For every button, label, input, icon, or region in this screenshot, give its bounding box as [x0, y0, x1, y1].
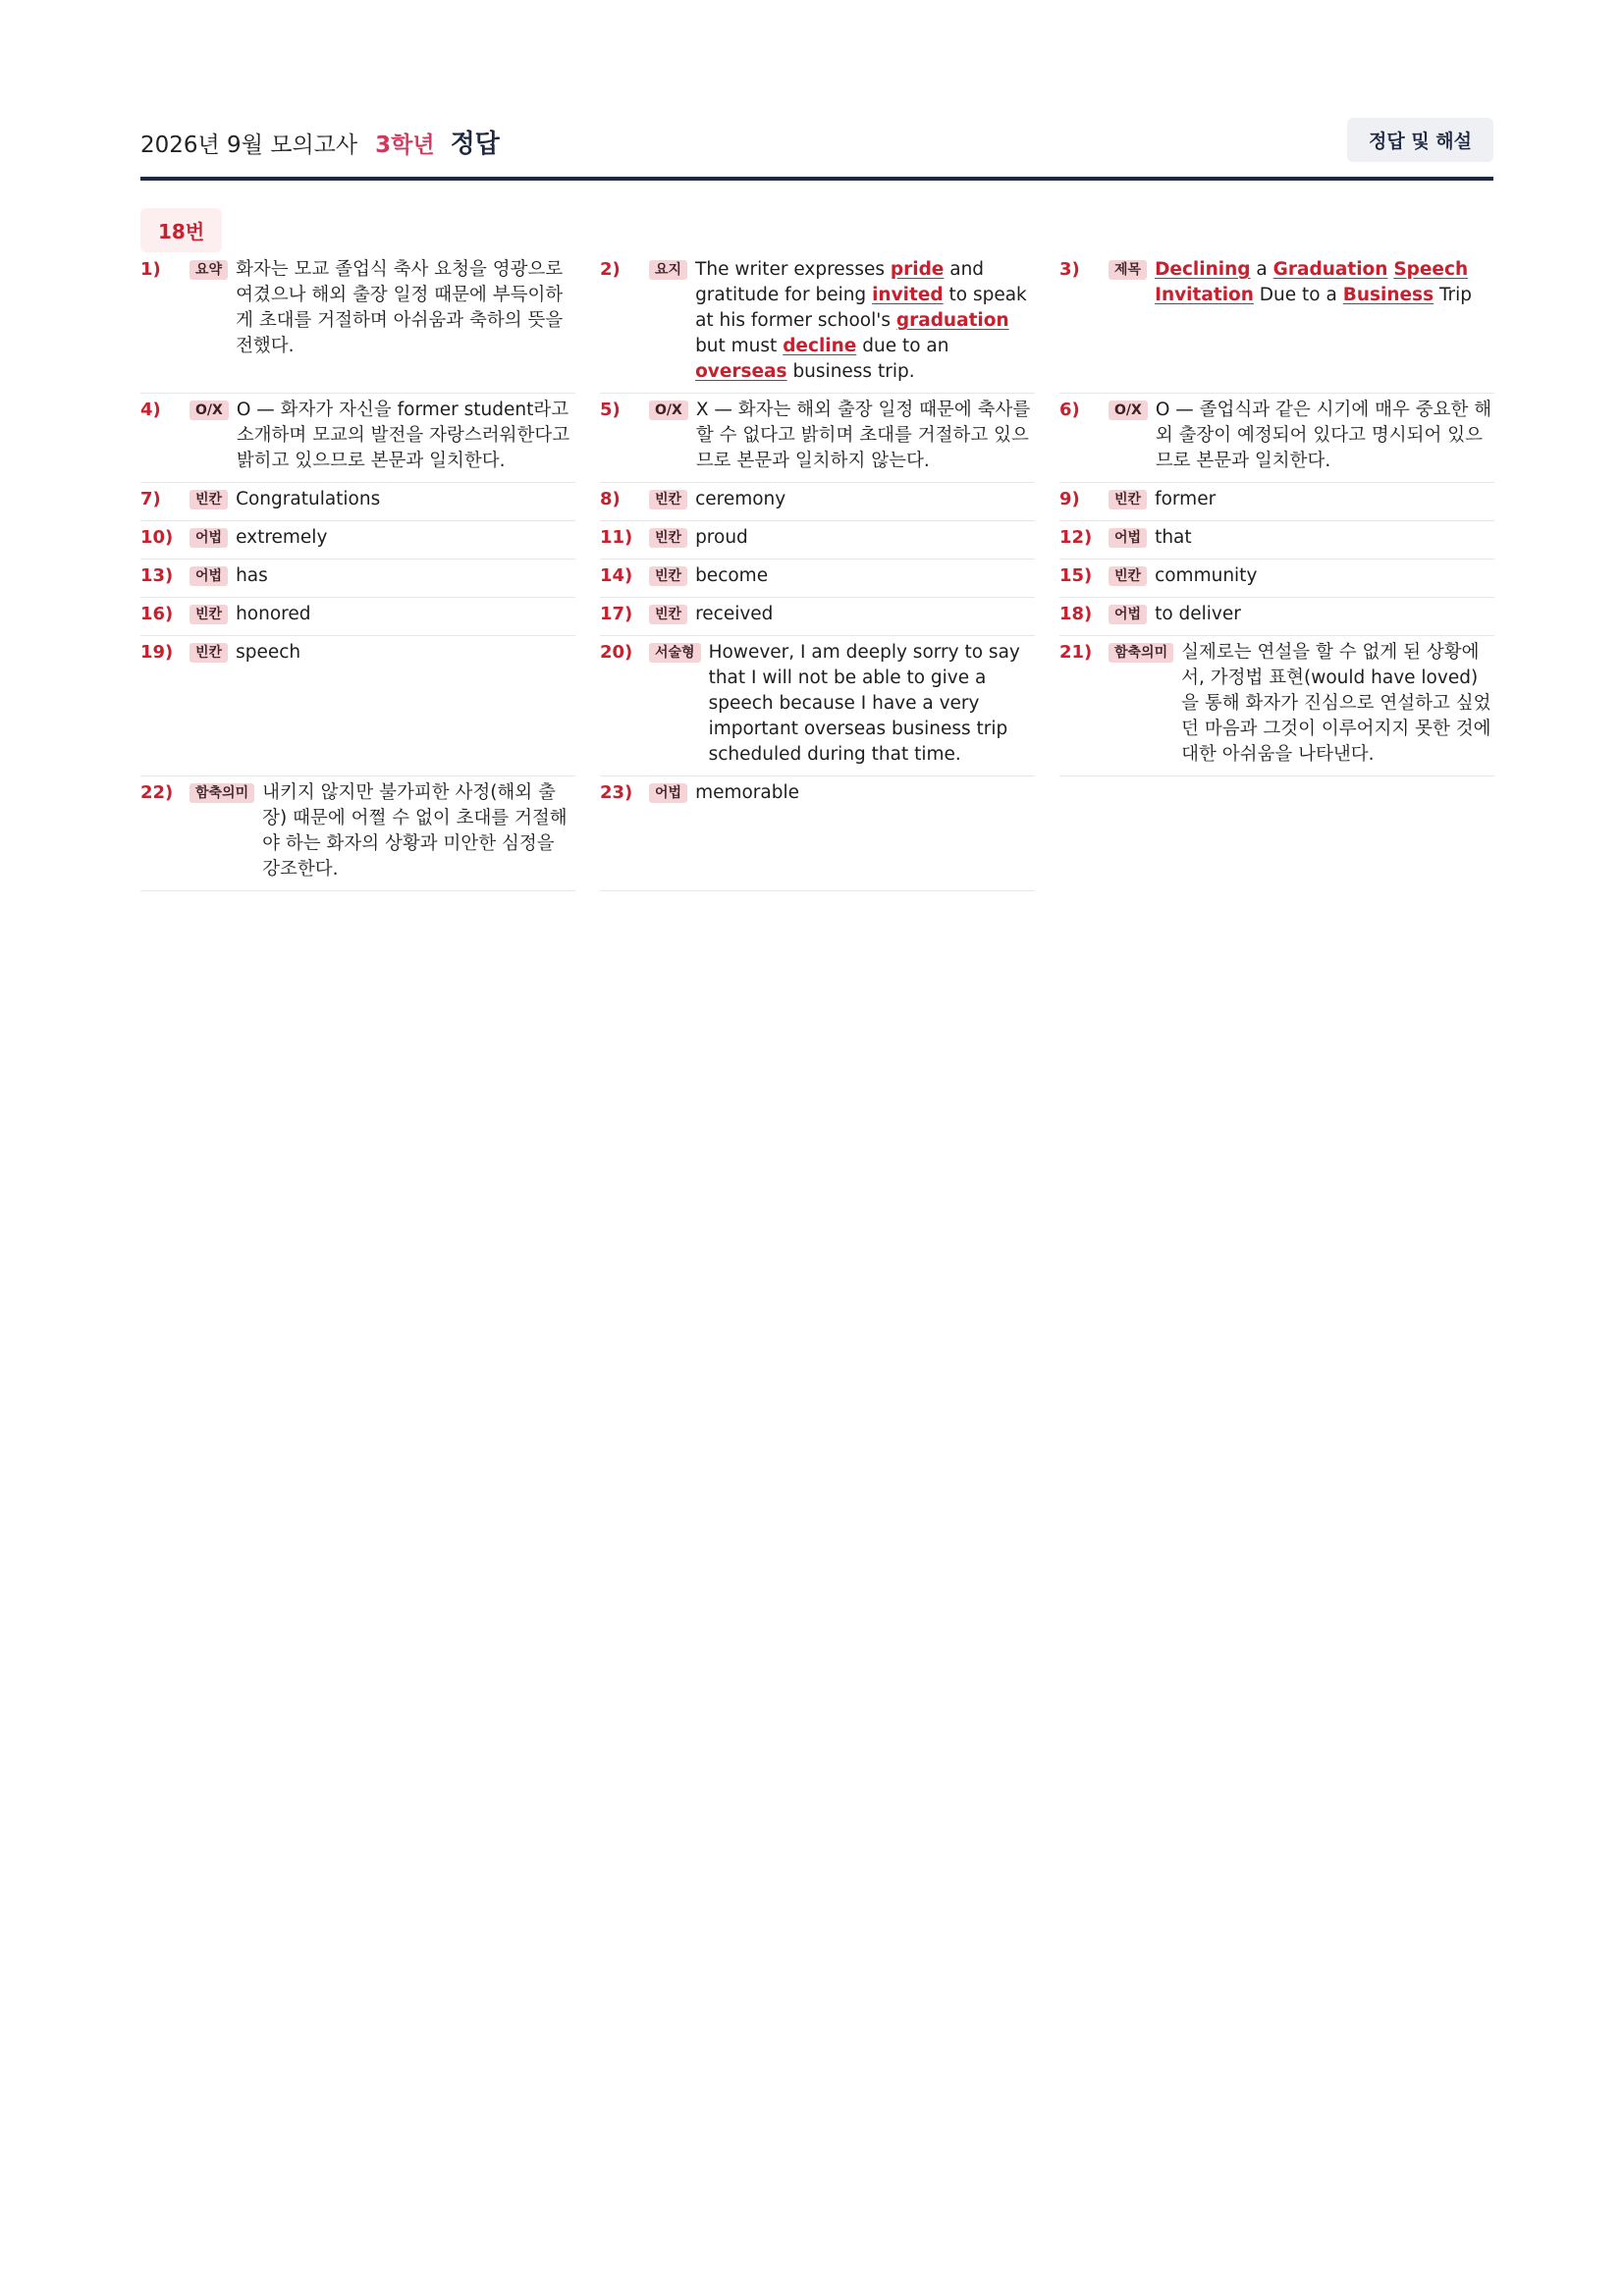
question-type-tag: 빈칸: [649, 528, 687, 548]
question-type-tag: 빈칸: [649, 490, 687, 509]
page-header: [140, 116, 1493, 181]
question-type-tag: 요약: [189, 260, 228, 280]
question-type-tag: 빈칸: [189, 605, 228, 624]
answer-number: 7): [140, 489, 161, 509]
answer-text: honored: [236, 604, 311, 624]
answer-text: extremely: [236, 527, 328, 548]
answer-number: 2): [600, 259, 621, 280]
answer-number: 18): [1059, 604, 1093, 624]
answer-text: memorable: [695, 782, 800, 803]
answer-text-segment: a: [1250, 259, 1273, 280]
answer-text-segment: Due to a: [1253, 285, 1343, 305]
answer-number: 21): [1059, 642, 1093, 663]
question-type-tag: O/X: [1109, 400, 1148, 420]
answer-number: 5): [600, 400, 621, 420]
answer-text: become: [695, 565, 769, 586]
answer-item: [600, 598, 1035, 636]
question-type-tag: 빈칸: [1109, 566, 1147, 586]
question-number-label: 18번: [140, 208, 222, 252]
answer-text-segment: and gratitude for being: [695, 259, 985, 305]
answer-number: 11): [600, 527, 633, 548]
highlighted-keyword: invited: [872, 285, 944, 305]
answer-text-segment: The writer expresses: [695, 259, 891, 280]
question-type-tag: 제목: [1109, 260, 1147, 280]
answer-item: [1059, 560, 1494, 598]
answer-number: 22): [140, 782, 174, 803]
answer-number: 8): [600, 489, 621, 509]
answer-grid: [140, 253, 1493, 891]
answer-item: [600, 521, 1035, 560]
highlighted-keyword: Declining: [1155, 259, 1251, 280]
answer-item: [1059, 483, 1494, 521]
question-type-tag: 어법: [649, 783, 687, 803]
question-type-tag: 함축의미: [1109, 643, 1173, 663]
answer-text: 내키지 않지만 불가피한 사정(해외 출장) 때문에 어쩔 수 없이 초대를 거절해야 하는 화자의 상황과 미안한 심정을 강조한다.: [262, 782, 568, 880]
question-type-tag: 어법: [189, 528, 228, 548]
answer-item: [140, 521, 575, 560]
question-type-tag: 빈칸: [189, 643, 228, 663]
answer-item: [140, 636, 575, 776]
answer-title: 정답: [450, 130, 500, 159]
answer-item: [600, 560, 1035, 598]
highlighted-keyword: Business: [1342, 285, 1434, 305]
question-type-tag: 빈칸: [189, 490, 228, 509]
answer-text: 실제로는 연설을 할 수 없게 된 상황에서, 가정법 표현(would have loved)을 통해 화자가 진심으로 연설하고 싶었던 마음과 그것이 이루어지지 못한 것에 대한 아쉬움을 나타낸다.: [1181, 642, 1491, 765]
question-type-tag: O/X: [189, 400, 229, 420]
answer-number: 9): [1059, 489, 1080, 509]
answer-text: [695, 257, 1035, 385]
exam-title: 2026년 9월 모의고사: [140, 133, 358, 158]
question-type-tag: O/X: [649, 400, 688, 420]
question-type-tag: 빈칸: [1109, 490, 1147, 509]
answer-item: [600, 483, 1035, 521]
answer-item: [1059, 253, 1494, 394]
question-type-tag: 요지: [649, 260, 687, 280]
answer-number: 17): [600, 604, 633, 624]
answer-text: speech: [236, 642, 301, 663]
answer-text-segment: due to an: [856, 336, 949, 356]
answer-text: 화자는 모교 졸업식 축사 요청을 영광으로 여겼으나 해외 출장 일정 때문에 부득이하게 초대를 거절하며 아쉬움과 축하의 뜻을 전했다.: [236, 259, 564, 356]
highlighted-keyword: overseas: [695, 361, 787, 382]
grade-label: 3학년: [375, 133, 435, 158]
question-type-tag: 어법: [1109, 605, 1147, 624]
answer-text: proud: [695, 527, 748, 548]
answer-text: Congratulations: [236, 489, 381, 509]
answer-number: 1): [140, 259, 161, 280]
answer-text: to deliver: [1155, 604, 1241, 624]
question-type-tag: 함축의미: [189, 783, 254, 803]
answer-item: [140, 253, 575, 394]
highlighted-keyword: Invitation: [1155, 285, 1254, 305]
answer-item: [1059, 394, 1494, 483]
answer-text: community: [1155, 565, 1258, 586]
answer-number: 13): [140, 565, 174, 586]
header-title-group: [140, 124, 500, 160]
answer-text: has: [236, 565, 268, 586]
answer-explanation-badge: 정답 및 해설: [1347, 118, 1493, 162]
question-type-tag: 서술형: [649, 643, 701, 663]
answer-text: O — 졸업식과 같은 시기에 매우 중요한 해외 출장이 예정되어 있다고 명시되어 있으므로 본문과 일치한다.: [1155, 400, 1492, 471]
answer-number: 16): [140, 604, 174, 624]
answer-item: [140, 483, 575, 521]
answer-number: 6): [1059, 400, 1080, 420]
answer-item: [600, 253, 1035, 394]
answer-number: 20): [600, 642, 633, 663]
answer-text: ceremony: [695, 489, 786, 509]
answer-item: [600, 394, 1035, 483]
answer-item: [1059, 636, 1494, 776]
answer-number: 15): [1059, 565, 1093, 586]
answer-text-segment: business trip.: [786, 361, 915, 382]
answer-item: [140, 776, 575, 891]
answer-item: [600, 636, 1035, 776]
question-type-tag: 빈칸: [649, 605, 687, 624]
highlighted-keyword: pride: [890, 259, 945, 280]
highlighted-keyword: Graduation: [1272, 259, 1388, 280]
answer-item: [1059, 521, 1494, 560]
answer-number: 10): [140, 527, 174, 548]
answer-text-segment: Trip: [1434, 285, 1473, 305]
answer-number: 4): [140, 400, 161, 420]
answer-item: [140, 598, 575, 636]
answer-text-segment: but must: [695, 336, 784, 356]
answer-text: former: [1155, 489, 1217, 509]
answer-text: O — 화자가 자신을 former student라고 소개하며 모교의 발전을 자랑스러워한다고 밝히고 있으므로 본문과 일치한다.: [236, 400, 570, 471]
highlighted-keyword: decline: [783, 336, 857, 356]
answer-text: that: [1155, 527, 1192, 548]
highlighted-keyword: Speech: [1393, 259, 1469, 280]
question-type-tag: 어법: [1109, 528, 1147, 548]
answer-number: 3): [1059, 259, 1080, 280]
question-type-tag: 어법: [189, 566, 228, 586]
answer-text: [1155, 257, 1494, 308]
answer-text: X — 화자는 해외 출장 일정 때문에 축사를 할 수 없다고 밝히며 초대를 거절하고 있으므로 본문과 일치하지 않는다.: [695, 400, 1031, 471]
answer-text: received: [695, 604, 774, 624]
answer-item: [1059, 598, 1494, 636]
question-type-tag: 빈칸: [649, 566, 687, 586]
answer-item: [140, 560, 575, 598]
answer-number: 23): [600, 782, 633, 803]
answer-item: [600, 776, 1035, 891]
highlighted-keyword: graduation: [895, 310, 1009, 331]
answer-item: [140, 394, 575, 483]
answer-number: 19): [140, 642, 174, 663]
answer-number: 12): [1059, 527, 1093, 548]
answer-text-segment: to speak at his former school's: [695, 285, 1027, 331]
answer-text: However, I am deeply sorry to say that I will not be able to give a speech because I have a very important overseas business trip scheduled during that time.: [708, 642, 1020, 765]
answer-number: 14): [600, 565, 633, 586]
